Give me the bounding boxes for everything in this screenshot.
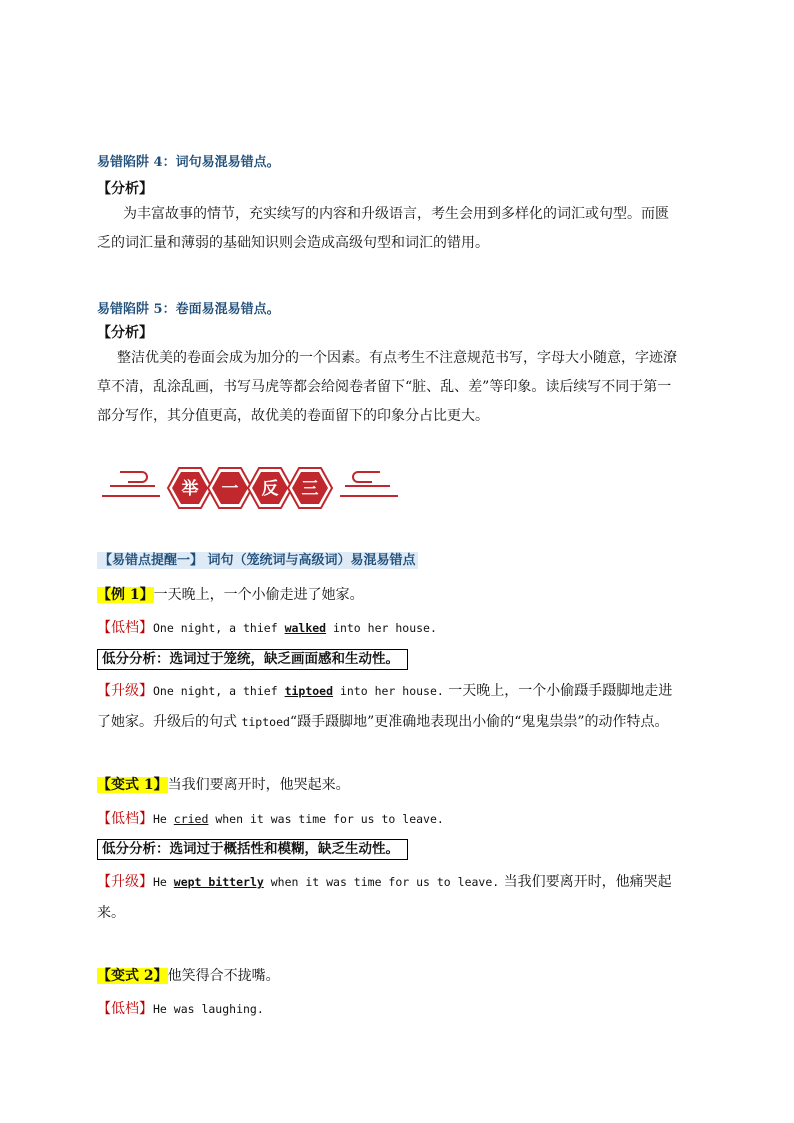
example1-upgrade-line2: 了她家。升级后的句式 tiptoed“蹑手蹑脚地”更准确地表现出小偷的“鬼鬼祟祟”的动作特点。 — [97, 714, 669, 730]
example1-low-word: walked — [284, 621, 327, 635]
example1-zh: 一天晚上，一个小偷走进了她家。 — [153, 587, 364, 603]
variant1-zh: 当我们要离开时，他哭起来。 — [167, 777, 350, 793]
example1-question — [97, 584, 364, 604]
banner-char-3: 反 — [261, 479, 279, 499]
variant2-low-text: He was laughing. — [153, 1002, 264, 1016]
variant2-low-tag: 【低档】 — [97, 1001, 153, 1017]
variant2-zh: 他笑得合不拢嘴。 — [167, 968, 280, 984]
example1-tag: 【例 1】 — [97, 587, 154, 603]
trap5-analysis-label: 【分析】 — [97, 325, 153, 341]
trap4-analysis-label: 【分析】 — [97, 181, 153, 197]
variant1-upgrade-line1: 【升级】He wept bitterly when it was time for us to leave. 当我们要离开时，他痛哭起 — [97, 874, 672, 890]
example1-analysis — [97, 648, 408, 670]
trap4-title: 易错陷阱 4：词句易混易错点。 — [97, 155, 280, 170]
variant1-up-word: wept bitterly — [173, 875, 264, 889]
section-heading — [97, 549, 418, 568]
section-heading-text: 【易错点提醒一】 词句（笼统词与高级词）易混易错点 — [99, 553, 416, 568]
variant1-question — [97, 774, 350, 794]
banner-char-4: 三 — [301, 479, 319, 499]
variant1-low-tag: 【低档】 — [97, 811, 153, 827]
left-cloud-icon — [120, 472, 147, 482]
right-cloud-icon — [353, 472, 380, 482]
variant1-low-word: cried — [173, 812, 209, 826]
trap5-title: 易错陷阱 5：卷面易混易错点。 — [97, 302, 280, 317]
banner-char-2: 一 — [221, 479, 239, 499]
example1-upgrade-line1: 【升级】One night, a thief tiptoed into her house. 一天晚上，一个小偷蹑手蹑脚地走进 — [97, 683, 673, 699]
trap5-analysis-text: 整洁优美的卷面会成为加分的一个因素。有点考生不注意规范书写，字母大小随意，字迹潦草不清，乱涂乱画，书写马虎等都会给阅卷者留下“脏、乱、差”等印象。读后续写不同于第一部分写作，其分值更高，故优美的卷面留下的印象分占比更大。 — [97, 350, 677, 424]
banner-graphic — [100, 458, 400, 518]
trap4-analysis-text: 为丰富故事的情节，充实续写的内容和升级语言，考生会用到多样化的词汇或句型。而匮乏的词汇量和薄弱的基础知识则会造成高级句型和词汇的错用。 — [97, 206, 669, 251]
example1-up-word: tiptoed — [284, 684, 334, 698]
variant2-tag: 【变式 2】 — [97, 968, 168, 984]
example1-low: 【低档】One night, a thief walked into her house. — [97, 620, 437, 636]
variant1-tag: 【变式 1】 — [97, 777, 168, 793]
variant1-low: 【低档】He cried when it was time for us to leave. — [97, 811, 444, 827]
variant2-question — [97, 965, 280, 985]
example1-up-tag: 【升级】 — [97, 683, 153, 699]
example1-analysis-box: 低分分析：选词过于笼统，缺乏画面感和生动性。 — [97, 649, 408, 670]
variant1-up-tag: 【升级】 — [97, 874, 153, 890]
variant1-analysis — [97, 838, 408, 860]
variant2-low — [97, 998, 264, 1018]
variant1-analysis-box: 低分分析：选词过于概括性和模糊，缺乏生动性。 — [97, 839, 408, 860]
example1-low-tag: 【低档】 — [97, 620, 153, 636]
banner-char-1: 举 — [181, 479, 199, 499]
variant1-upgrade-line2: 来。 — [97, 905, 125, 921]
